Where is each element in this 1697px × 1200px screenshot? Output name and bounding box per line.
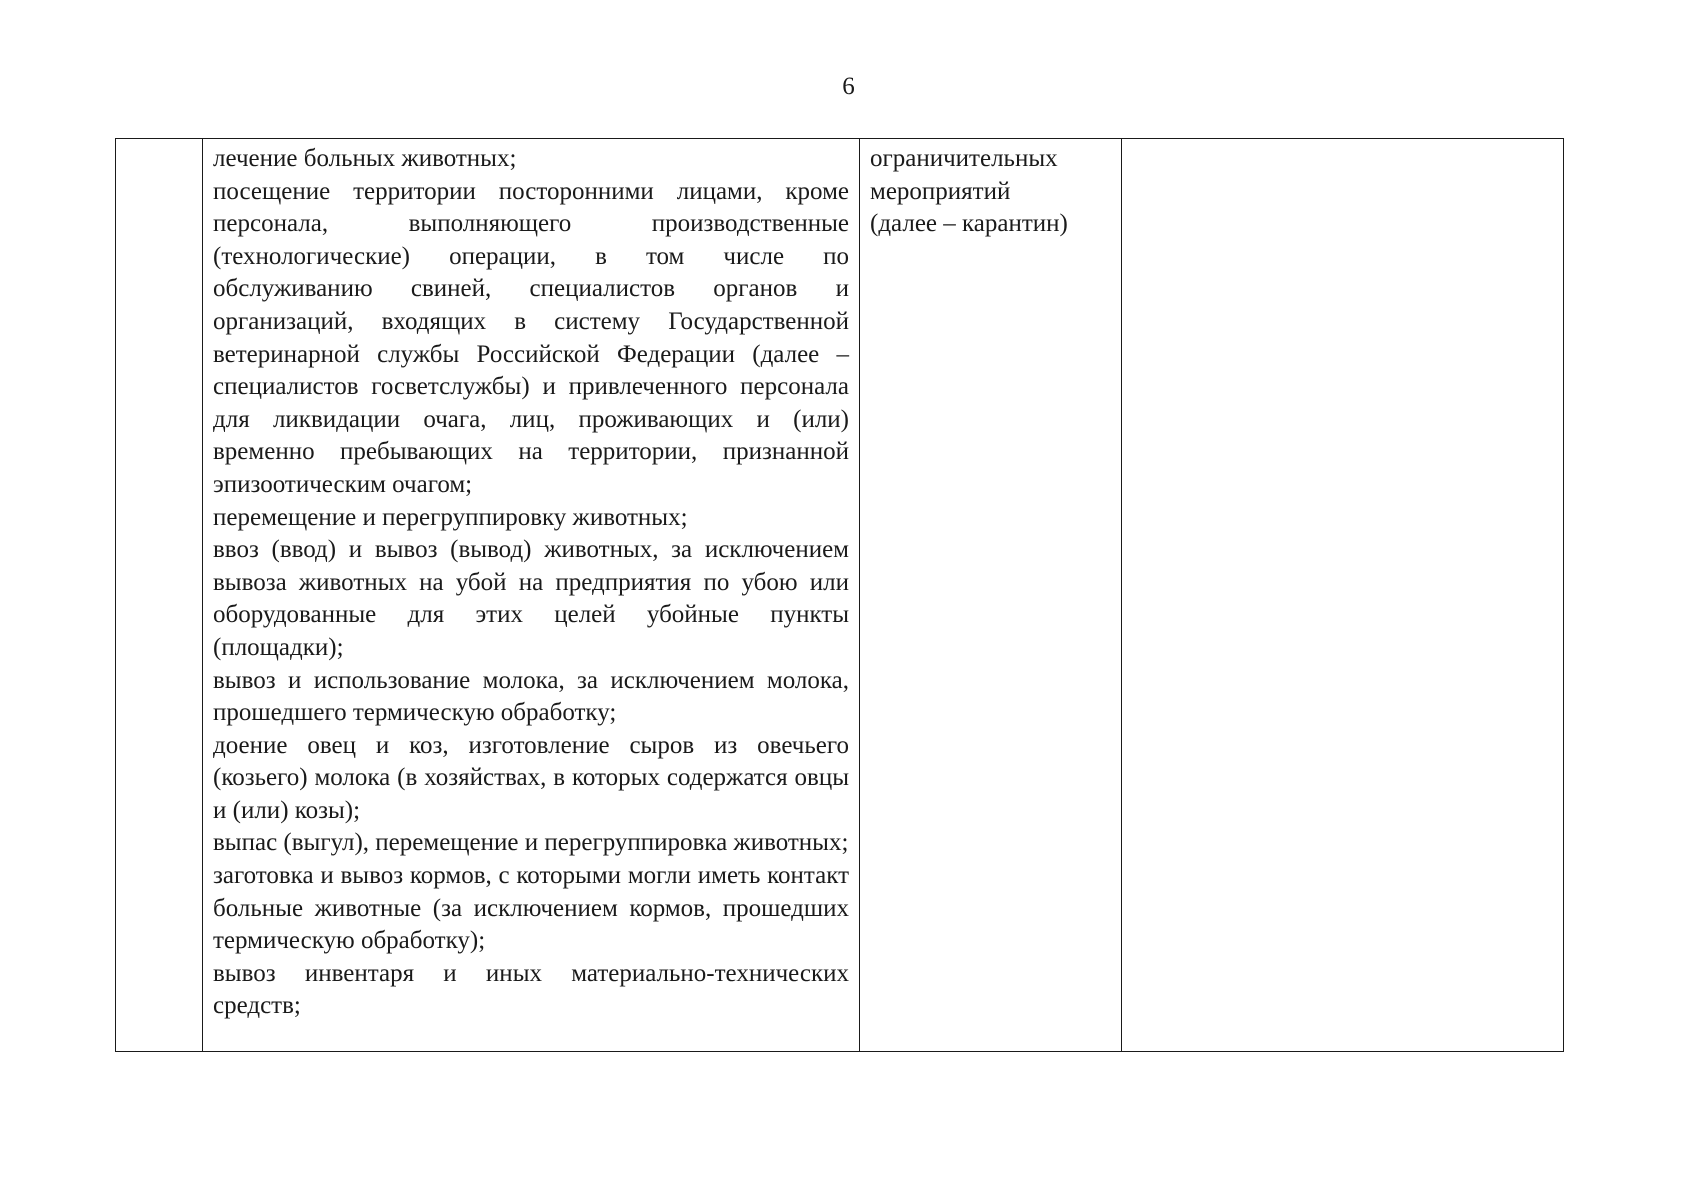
- page-number: 6: [842, 73, 855, 100]
- restriction-item: лечение больных животных;: [213, 145, 517, 172]
- cell-measure-type: [860, 139, 1122, 1052]
- measures-table: [115, 138, 1564, 1052]
- restriction-item: вывоз инвентаря и иных материально-технических средств;: [213, 959, 849, 1020]
- table-row: [116, 139, 1564, 1052]
- cell-empty: [1122, 139, 1564, 1052]
- restriction-item: перемещение и перегруппировку животных;: [213, 503, 688, 531]
- restriction-item: выпас (выгул), перемещение и перегруппировка животных;: [213, 829, 849, 857]
- restriction-item: доение овец и коз, изготовление сыров из овечьего (козьего) молока (в хозяйствах, в которых содержатся овцы и (или) козы);: [213, 731, 849, 824]
- restriction-item: вывоз и использование молока, за исключением молока, прошедшего термическую обработку;: [213, 666, 849, 727]
- cell-number: [116, 139, 203, 1052]
- restriction-item: заготовка и вывоз кормов, с которыми могли иметь контакт больные животные (за исключением кормов, прошедших термическую обработку);: [213, 862, 849, 955]
- measure-type-line: ограничительных: [870, 145, 1058, 172]
- restriction-item: ввоз (ввод) и вывоз (вывод) животных, за исключением вывоза животных на убой на предприятия по убою или оборудованные для этих целей убойные пункты (площадки);: [213, 536, 849, 661]
- restriction-item: посещение территории посторонними лицами, кроме персонала, выполняющего производственные (технологические) операции, в том числе по обслуживанию свиней, специалистов органов и организаций, входящих в систему Государственной ветеринарной службы Российской Федерации (далее – специалистов госветслужбы) и привлеченного персонала для ликвидации очага, лиц, проживающих и (или) временно пребывающих на территории, признанной эпизоотическим очагом;: [213, 177, 849, 498]
- cell-restrictions: [203, 139, 860, 1052]
- measure-type-line: мероприятий: [870, 177, 1011, 205]
- measure-type-line: (далее – карантин): [870, 210, 1068, 238]
